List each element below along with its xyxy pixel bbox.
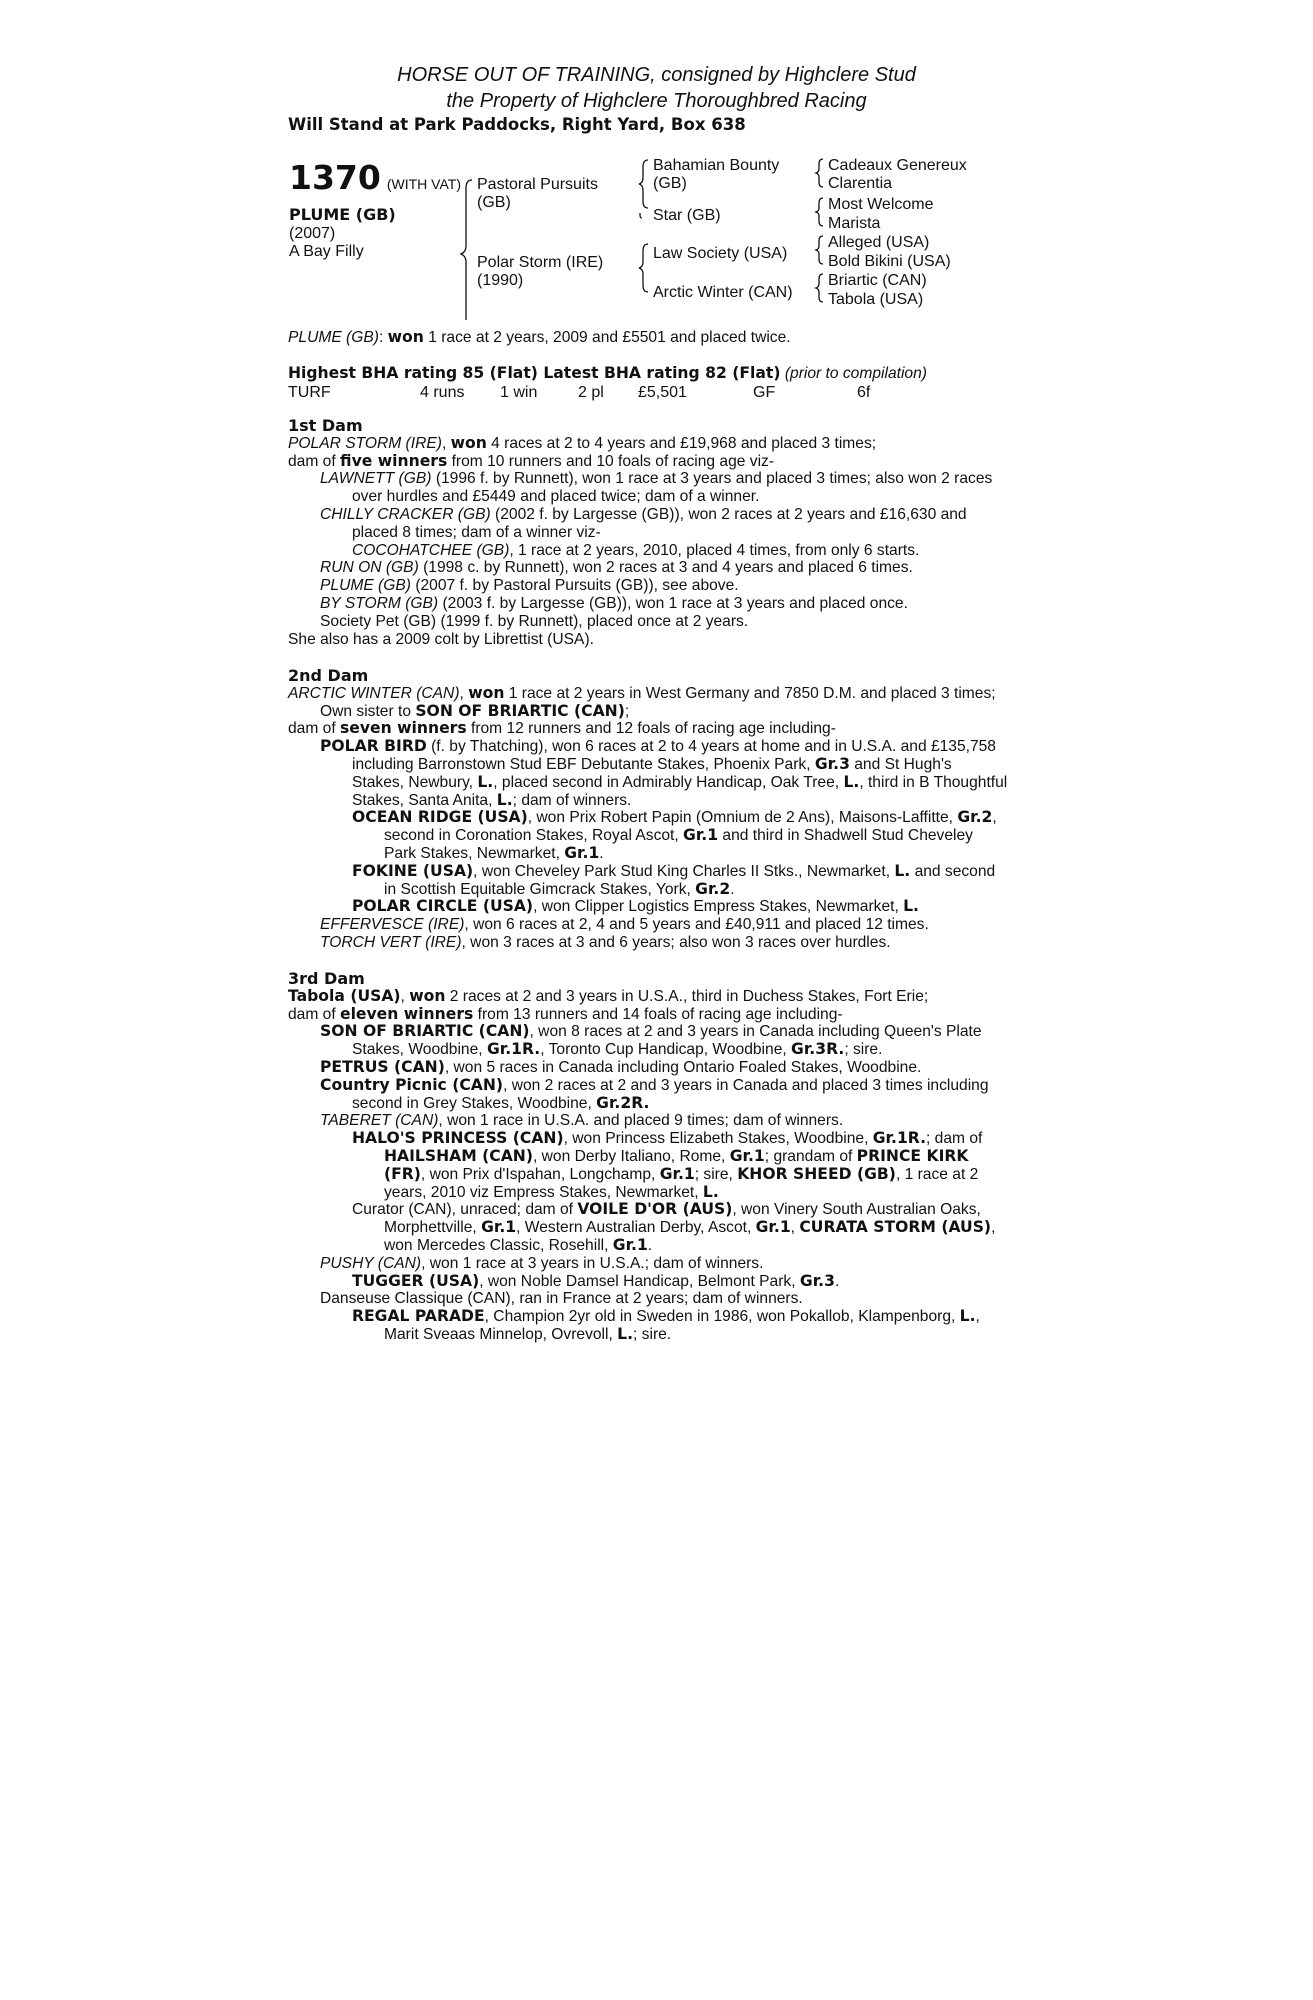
lot-number: 1370 <box>289 158 381 197</box>
brace-ds <box>816 236 823 264</box>
list-item: RUN ON (GB) (1998 c. by Runnett), won 2 races at 3 and 4 years and placed 6 times. <box>320 559 913 577</box>
turf-wins: 1 win <box>500 384 538 401</box>
turf-money: £5,501 <box>638 384 687 401</box>
second-dam-record: ARCTIC WINTER (CAN), won 1 race at 2 years in West Germany and 7850 D.M. and placed 3 times; Own sister to SON OF BRIARTIC (CAN); <box>288 683 996 720</box>
stand-location: Will Stand at Park Paddocks, Right Yard, Box 638 <box>288 115 746 134</box>
ped-ddd: Tabola (USA) <box>828 291 924 308</box>
ped-dds: Briartic (CAN) <box>828 272 927 289</box>
list-item: REGAL PARADE, Champion 2yr old in Sweden in 1986, won Pokallob, Klampenborg, L., Marit Sveaas Minnelop, Ovrevoll, L.; sire. <box>352 1307 980 1343</box>
list-item: POLAR CIRCLE (USA), won Clipper Logistics Empress Stakes, Newmarket, L. <box>352 897 919 916</box>
list-item: SON OF BRIARTIC (CAN), won 8 races at 2 and 3 years in Canada including Queen's Plate Stakes, Woodbine, Gr.1R., Toronto Cup Handicap, Woodbine, Gr.3R.; sire. <box>320 1022 982 1059</box>
dam-name: Polar Storm (IRE) (1990) <box>477 254 604 289</box>
colt-note: She also has a 2009 colt by Librettist (USA). <box>288 630 594 648</box>
dam-dam: Arctic Winter (CAN) <box>653 284 793 301</box>
list-item: PUSHY (CAN), won 1 race at 3 years in U.S.A.; dam of winners. <box>320 1254 764 1272</box>
list-item: POLAR BIRD (f. by Thatching), won 6 races at 2 to 4 years at home and in U.S.A. and £135,758 including Barronstown Stud EBF Debutante Stakes, Phoenix Park, Gr.3 and St Hugh's Stakes, Newbury, L., placed second in Admirably Handicap, Oak Tree, L., third in B Thoughtful Stakes, Santa Anita, L.; dam of winners. <box>320 737 1008 809</box>
list-item: LAWNETT (GB) (1996 f. by Runnett), won 1 race at 3 years and placed 3 times; also won 2 races over hurdles and £5449 and placed twice; dam of a winner. <box>320 470 993 506</box>
list-item: OCEAN RIDGE (USA), won Prix Robert Papin (Omnium de 2 Ans), Maisons-Laffitte, Gr.2, second in Coronation Stakes, Royal Ascot, Gr.1 and third in Shadwell Stud Cheveley Park Stakes, Newmarket, Gr.1. <box>352 808 997 862</box>
first-dam-record: POLAR STORM (IRE), won 4 races at 2 to 4 years and £19,968 and placed 3 times; <box>288 433 877 452</box>
brace-ss <box>816 159 823 187</box>
ped-sdd: Marista <box>828 215 881 232</box>
sire-name: Pastoral Pursuits (GB) <box>477 176 598 211</box>
property-line: the Property of Highclere Thoroughbred Racing <box>446 90 867 112</box>
turf-runs: 4 runs <box>420 384 465 401</box>
turf-going: GF <box>753 384 776 401</box>
list-item: COCOHATCHEE (GB), 1 race at 2 years, 2010, placed 4 times, from only 6 starts. <box>352 541 920 559</box>
ped-sss: Cadeaux Genereux <box>828 157 967 174</box>
horse-name: PLUME (GB) <box>289 205 396 224</box>
first-dam-section <box>288 417 1008 648</box>
ped-sds: Most Welcome <box>828 196 934 213</box>
turf-placed: 2 pl <box>578 384 604 401</box>
brace-dd <box>816 274 823 302</box>
rating-line: Highest BHA rating 85 (Flat) Latest BHA rating 82 (Flat) (prior to compilation) <box>288 364 927 382</box>
list-item: TORCH VERT (IRE), won 3 races at 3 and 6 years; also won 3 races over hurdles. <box>320 933 891 951</box>
list-item: HALO'S PRINCESS (CAN), won Princess Elizabeth Stakes, Woodbine, Gr.1R.; dam of HAILSHAM (CAN), won Derby Italiano, Rome, Gr.1; grandam of PRINCE KIRK (FR), won Prix d'Ispahan, Longchamp, Gr.1; sire, KHOR SHEED (GB), 1 race at 2 years, 2010 viz Empress Stakes, Newmarket, L. <box>352 1129 983 1201</box>
list-item: Curator (CAN), unraced; dam of VOILE D'OR (AUS), won Vinery South Australian Oaks, Morphettville, Gr.1, Western Australian Derby, Ascot, Gr.1, CURATA STORM (AUS), won Mercedes Classic, Rosehill, Gr.1. <box>352 1200 996 1254</box>
turf-distance: 6f <box>857 384 871 401</box>
second-dam-heading: 2nd Dam <box>288 666 369 685</box>
consignor-line: HORSE OUT OF TRAINING, consigned by Highclere Stud <box>397 64 916 86</box>
ped-ssd: Clarentia <box>828 175 893 192</box>
third-dam-heading: 3rd Dam <box>288 969 365 988</box>
first-dam-produce: dam of five winners from 10 runners and 10 foals of racing age viz- <box>288 451 775 470</box>
foaling-year: (2007) <box>289 224 336 242</box>
list-item: PLUME (GB) (2007 f. by Pastoral Pursuits (GB)), see above. <box>320 577 739 595</box>
list-item: FOKINE (USA), won Cheveley Park Stud King Charles II Stks., Newmarket, L. and second in Scottish Equitable Gimcrack Stakes, York, Gr.2. <box>352 861 996 898</box>
brace-sire <box>639 160 648 208</box>
list-item: Danseuse Classique (CAN), ran in France at 2 years; dam of winners. <box>320 1290 803 1308</box>
list-item: Society Pet (GB) (1999 f. by Runnett), placed once at 2 years. <box>320 612 749 630</box>
first-dam-heading: 1st Dam <box>288 416 363 435</box>
list-item: Country Picnic (CAN), won 2 races at 2 and 3 years in Canada and placed 3 times including second in Grey Stakes, Woodbine, Gr.2R. <box>320 1075 989 1112</box>
list-item: EFFERVESCE (IRE), won 6 races at 2, 4 and 5 years and £40,911 and placed 12 times. <box>320 916 929 934</box>
third-dam-section <box>288 970 1008 1344</box>
list-item: PETRUS (CAN), won 5 races in Canada including Ontario Foaled Stakes, Woodbine. <box>320 1057 922 1076</box>
third-dam-produce: dam of eleven winners from 13 runners and 14 foals of racing age including- <box>288 1004 843 1023</box>
list-item: CHILLY CRACKER (GB) (2002 f. by Largesse (GB)), won 2 races at 2 years and £16,630 and placed 8 times; dam of a winner viz- <box>320 505 967 541</box>
brace-sd-stub <box>640 213 642 218</box>
list-item: BY STORM (GB) (2003 f. by Largesse (GB)), won 1 race at 3 years and placed once. <box>320 594 908 612</box>
ped-dss: Alleged (USA) <box>828 234 930 251</box>
horse-description: A Bay Filly <box>289 243 364 260</box>
race-summary: PLUME (GB): won 1 race at 2 years, 2009 and £5501 and placed twice. <box>288 328 791 346</box>
second-dam-produce: dam of seven winners from 12 runners and 12 foals of racing age including- <box>288 719 836 738</box>
ped-dsd: Bold Bikini (USA) <box>828 253 951 270</box>
brace-sd <box>816 198 823 226</box>
vat-note: (WITH VAT) <box>386 176 461 192</box>
sire-dam: Star (GB) <box>653 207 721 224</box>
dam-sire: Law Society (USA) <box>653 245 788 262</box>
list-item: TUGGER (USA), won Noble Damsel Handicap, Belmont Park, Gr.3. <box>352 1271 840 1290</box>
second-dam-section <box>288 667 1008 952</box>
brace-dam <box>639 244 648 292</box>
brace-main <box>461 180 472 320</box>
turf-surface: TURF <box>288 384 331 401</box>
sire-sire: Bahamian Bounty (GB) <box>653 157 780 192</box>
third-dam-record: Tabola (USA), won 2 races at 2 and 3 years in U.S.A., third in Duchess Stakes, Fort Erie; <box>288 986 929 1005</box>
list-item: TABERET (CAN), won 1 race in U.S.A. and placed 9 times; dam of winners. <box>320 1112 844 1130</box>
